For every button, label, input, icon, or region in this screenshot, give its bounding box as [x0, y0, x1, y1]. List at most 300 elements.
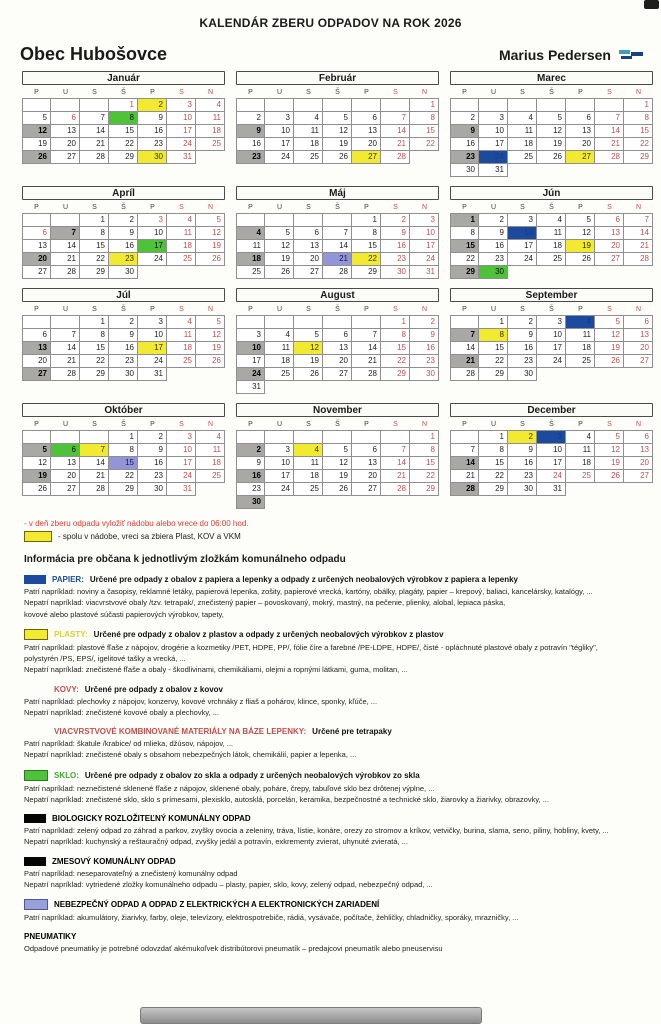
empty-day-cell [352, 316, 381, 329]
day-cell: 12 [566, 227, 595, 240]
weekday-header: U [276, 421, 283, 428]
weekday-header: U [276, 89, 283, 96]
day-cell: 30 [508, 483, 537, 496]
empty-day-cell [80, 99, 109, 112]
empty-day-cell [22, 316, 51, 329]
day-cell: 30 [109, 368, 138, 381]
week-row [450, 99, 653, 112]
weekday-header: U [490, 89, 497, 96]
day-cell: 19 [196, 342, 225, 355]
day-cell: 3 [138, 214, 167, 227]
section-title: Určené pre odpady z obalov z papiera a lepenky a odpady z určených neobalových výrobkov z papiera a lepenky [89, 575, 519, 584]
day-cell: 5 [323, 444, 352, 457]
weekday-header: P [150, 89, 155, 96]
legend-section-zmesovy [24, 857, 647, 891]
day-cell: 21 [51, 355, 80, 368]
weekday-header: P [34, 89, 39, 96]
day-cell: 23 [236, 151, 265, 164]
week-row [22, 214, 225, 227]
section-heading [24, 899, 647, 910]
day-cell: 7 [80, 444, 109, 457]
day-cell: 9 [381, 227, 410, 240]
day-cell: 22 [450, 253, 479, 266]
weekday-header: Š [121, 204, 126, 211]
weekday-header: P [248, 421, 253, 428]
day-cell: 26 [323, 151, 352, 164]
note-yellow-text: - spolu v nádobe, vreci sa zbiera Plast, KOV a VKM [58, 532, 241, 541]
day-cell: 5 [323, 112, 352, 125]
legend-section-kovy [24, 685, 647, 719]
day-cell: 16 [508, 457, 537, 470]
zmesovy-color-swatch [24, 857, 46, 866]
day-cell: 24 [138, 355, 167, 368]
day-cell: 29 [479, 483, 508, 496]
day-cell: 16 [236, 470, 265, 483]
day-cell: 15 [410, 125, 439, 138]
day-cell: 13 [22, 342, 51, 355]
legend-section-vkm [24, 727, 647, 761]
day-cell: 23 [450, 151, 479, 164]
month-title: Jún [450, 186, 653, 200]
month-2 [236, 71, 439, 177]
day-cell: 19 [196, 240, 225, 253]
week-row [450, 240, 653, 253]
company-brand [499, 47, 643, 63]
week-row [450, 125, 653, 138]
footer-bar [140, 1007, 482, 1024]
day-cell: 17 [167, 125, 196, 138]
day-cell: 21 [80, 470, 109, 483]
day-cell: 1 [450, 214, 479, 227]
nebezpecny-color-swatch [24, 899, 48, 910]
section-heading [24, 932, 647, 941]
day-cell: 28 [80, 483, 109, 496]
day-cell: 1 [352, 214, 381, 227]
day-cell: 29 [410, 483, 439, 496]
week-row [236, 240, 439, 253]
plasty-color-swatch [24, 629, 48, 640]
day-cell: 12 [537, 125, 566, 138]
day-cell: 17 [138, 342, 167, 355]
day-cell: 20 [22, 355, 51, 368]
day-cell: 13 [22, 240, 51, 253]
day-cell: 18 [294, 470, 323, 483]
day-cell: 16 [138, 457, 167, 470]
empty-day-cell [236, 431, 265, 444]
empty-day-cell [236, 99, 265, 112]
weekday-header: N [635, 421, 642, 428]
day-cell: 18 [196, 457, 225, 470]
day-cell: 4 [265, 329, 294, 342]
day-cell: 19 [323, 138, 352, 151]
day-cell: 30 [109, 266, 138, 279]
day-cell: 15 [479, 342, 508, 355]
day-cell: 22 [109, 138, 138, 151]
day-cell: 26 [595, 355, 624, 368]
section-line: polystyrén /PS, EPS/, igelitové tašky a vrecká, ... [24, 654, 186, 663]
day-cell: 9 [479, 227, 508, 240]
notes-block [24, 519, 645, 542]
weekday-header: N [421, 89, 428, 96]
section-line: Patrí napríklad: škatule /krabice/ od mlieka, džúsov, nápojov, ... [24, 739, 233, 748]
day-cell: 25 [294, 151, 323, 164]
day-cell: 8 [109, 444, 138, 457]
week-row [450, 483, 653, 496]
day-cell: 16 [381, 240, 410, 253]
day-cell: 8 [352, 227, 381, 240]
month-1 [22, 71, 225, 177]
day-cell: 29 [109, 151, 138, 164]
day-cell: 10 [265, 125, 294, 138]
day-cell: 15 [352, 240, 381, 253]
day-cell: 2 [236, 112, 265, 125]
month-title: Marec [450, 71, 653, 85]
day-cell: 3 [410, 214, 439, 227]
month-title: Január [22, 71, 225, 85]
day-cell: 3 [236, 329, 265, 342]
day-cell: 14 [595, 125, 624, 138]
weekday-header-row [236, 304, 439, 315]
day-cell: 22 [80, 355, 109, 368]
day-cell: 1 [410, 431, 439, 444]
day-cell: 7 [381, 444, 410, 457]
day-cell: 10 [167, 112, 196, 125]
week-row [22, 368, 225, 381]
day-cell: 19 [323, 470, 352, 483]
weekday-header: Š [121, 89, 126, 96]
day-cell: 28 [381, 151, 410, 164]
day-cell: 2 [236, 444, 265, 457]
marius-pedersen-logo-icon [619, 48, 643, 62]
day-cell: 24 [410, 253, 439, 266]
day-cell: 12 [323, 457, 352, 470]
weekday-header: S [520, 204, 525, 211]
weekday-header: N [207, 204, 214, 211]
day-cell: 4 [196, 99, 225, 112]
week-row [450, 138, 653, 151]
weekday-header: P [578, 204, 583, 211]
day-cell: 1 [381, 316, 410, 329]
section-line: Patrí napríklad: noviny a časopisy, reklamné letáky, papierová lepenka, zošity, papierové vrecká, kartóny, obálky, plagáty, papier – krepový, baliaci, kancelársky, katalógy, ... [24, 587, 593, 596]
day-cell: 22 [410, 470, 439, 483]
empty-day-cell [323, 99, 352, 112]
note-collection-time: - v deň zberu odpadu vyložiť nádobu alebo vrece do 06:00 hod. [24, 519, 249, 528]
section-line: Odpadové pneumatiky je potrebné odovzdať akémukoľvek distribútorovi pneumatík – predajcovi pneumatík alebo pneuservisu [24, 944, 443, 954]
day-cell: 28 [381, 483, 410, 496]
month-title: Júl [22, 288, 225, 302]
day-cell: 12 [196, 227, 225, 240]
weekday-header: Š [335, 421, 340, 428]
day-cell: 1 [479, 316, 508, 329]
day-cell: 26 [196, 253, 225, 266]
weekday-header: P [462, 421, 467, 428]
weekday-header: N [635, 306, 642, 313]
day-cell: 4 [196, 431, 225, 444]
day-cell: 8 [410, 112, 439, 125]
day-cell: 16 [410, 342, 439, 355]
day-cell: 19 [265, 253, 294, 266]
day-cell: 3 [537, 431, 566, 444]
section-line: kovové alebo plastové súčasti papierových výrobkov, tapety, [24, 609, 224, 619]
day-cell: 11 [167, 227, 196, 240]
week-row [236, 266, 439, 279]
empty-day-cell [323, 316, 352, 329]
weekday-header-row [236, 202, 439, 213]
note-yellow-legend [24, 531, 645, 542]
day-cell: 1 [109, 99, 138, 112]
week-row [236, 138, 439, 151]
day-cell: 31 [537, 483, 566, 496]
month-title: Február [236, 71, 439, 85]
day-cell: 6 [22, 329, 51, 342]
weekday-header: S [520, 306, 525, 313]
day-cell: 24 [537, 470, 566, 483]
weekday-header-row [22, 87, 225, 98]
day-cell: 13 [566, 125, 595, 138]
weekday-header-row [22, 304, 225, 315]
day-cell: 9 [109, 329, 138, 342]
weekday-header: Š [335, 306, 340, 313]
week-row [236, 227, 439, 240]
week-row [450, 329, 653, 342]
weekday-header: S [179, 306, 184, 313]
weekday-header: U [490, 204, 497, 211]
day-cell: 24 [508, 253, 537, 266]
day-cell: 20 [595, 240, 624, 253]
weekday-header: Š [121, 306, 126, 313]
day-cell: 11 [537, 227, 566, 240]
weekday-header: U [62, 204, 69, 211]
legend-section-nebezpecny [24, 899, 647, 923]
day-cell: 12 [323, 125, 352, 138]
day-cell: 15 [624, 125, 653, 138]
section-label: PLASTY: [54, 629, 88, 639]
day-cell: 28 [323, 266, 352, 279]
day-cell: 24 [138, 253, 167, 266]
weekday-header: S [520, 421, 525, 428]
day-cell: 23 [138, 470, 167, 483]
day-cell: 11 [566, 444, 595, 457]
day-cell: 11 [265, 342, 294, 355]
week-row [236, 99, 439, 112]
week-row [22, 329, 225, 342]
day-cell: 30 [508, 368, 537, 381]
day-cell: 10 [167, 444, 196, 457]
day-cell: 29 [109, 483, 138, 496]
section-title: Určené pre odpady z obalov z plastov a odpady z určených neobalových výrobkov z plastov [93, 629, 444, 639]
day-cell: 21 [381, 138, 410, 151]
section-line: Nepatrí napríklad: kuchynský a reštauračný odpad, zvyšky jedál a potravín, exkrementy zvierat, uhynuté zvieratá, ... [24, 837, 408, 847]
weekday-header: U [490, 421, 497, 428]
day-cell: 11 [236, 240, 265, 253]
week-row [236, 483, 439, 496]
day-cell: 26 [595, 470, 624, 483]
day-cell: 30 [138, 151, 167, 164]
day-cell: 14 [323, 240, 352, 253]
weekday-header: P [150, 421, 155, 428]
day-cell: 6 [51, 112, 80, 125]
day-cell: 6 [352, 444, 381, 457]
day-cell: 27 [22, 266, 51, 279]
day-cell: 29 [352, 266, 381, 279]
week-row [236, 214, 439, 227]
section-label: PNEUMATIKY [24, 932, 77, 942]
day-cell: 16 [236, 138, 265, 151]
week-row [236, 444, 439, 457]
day-cell: 31 [410, 266, 439, 279]
day-cell: 28 [51, 368, 80, 381]
bio-color-swatch [24, 814, 46, 823]
day-cell: 7 [595, 112, 624, 125]
day-cell: 17 [479, 138, 508, 151]
day-cell: 14 [624, 227, 653, 240]
weekday-header: P [462, 89, 467, 96]
day-cell: 17 [138, 240, 167, 253]
empty-day-cell [51, 99, 80, 112]
weekday-header: P [248, 89, 253, 96]
empty-day-cell [479, 99, 508, 112]
day-cell: 16 [508, 342, 537, 355]
day-cell: 18 [196, 125, 225, 138]
empty-day-cell [381, 431, 410, 444]
week-row [22, 125, 225, 138]
day-cell: 8 [80, 227, 109, 240]
weekday-header: P [578, 421, 583, 428]
day-cell: 31 [167, 151, 196, 164]
day-cell: 2 [109, 214, 138, 227]
day-cell: 13 [323, 342, 352, 355]
weekday-header: S [306, 306, 311, 313]
day-cell: 26 [294, 368, 323, 381]
day-cell: 9 [138, 112, 167, 125]
day-cell: 3 [537, 316, 566, 329]
day-cell: 15 [479, 457, 508, 470]
day-cell: 16 [450, 138, 479, 151]
week-row [450, 227, 653, 240]
weekday-header: S [393, 89, 398, 96]
empty-day-cell [22, 431, 51, 444]
legend-section-sklo [24, 770, 647, 806]
day-cell: 30 [236, 496, 265, 509]
weekday-header: S [306, 421, 311, 428]
day-cell: 22 [80, 253, 109, 266]
day-cell: 13 [624, 444, 653, 457]
day-cell: 21 [450, 355, 479, 368]
month-table [22, 98, 225, 164]
month-11 [236, 403, 439, 509]
weekday-header-row [450, 419, 653, 430]
empty-day-cell [22, 99, 51, 112]
week-row [450, 266, 653, 279]
section-line: Nepatrí napríklad: viacvrstvové obaly /tzv. tetrapak/, znečistený papier – povoskovaný, mokrý, mastný, na pečenie, plienky, alobal, lepiaca páska, [24, 598, 506, 608]
yellow-legend-swatch [24, 531, 52, 542]
empty-day-cell [381, 99, 410, 112]
day-cell: 30 [138, 483, 167, 496]
day-cell: 26 [566, 253, 595, 266]
weekday-header: S [607, 421, 612, 428]
day-cell: 24 [236, 368, 265, 381]
day-cell: 29 [450, 266, 479, 279]
weekday-header-row [236, 87, 439, 98]
empty-day-cell [294, 316, 323, 329]
weekday-header: U [62, 306, 69, 313]
day-cell: 31 [236, 381, 265, 394]
day-cell: 20 [51, 138, 80, 151]
day-cell: 2 [508, 316, 537, 329]
day-cell: 19 [566, 240, 595, 253]
day-cell: 10 [236, 342, 265, 355]
section-line: Nepatrí napríklad: znečistené fľaše a obaly - škodlivinami, chemikáliami, olejmi a ropnými látkami, guma, molitan, ... [24, 665, 408, 675]
day-cell: 7 [51, 329, 80, 342]
day-cell: 21 [80, 138, 109, 151]
section-line: Patrí napríklad: neznečistené sklenené fľaše z nápojov, sklenené obaly, poháre, črepy, tabuľové sklo bez drôtenej výplne, ... [24, 783, 435, 793]
day-cell: 4 [566, 431, 595, 444]
day-cell: 11 [196, 112, 225, 125]
weekday-header-row [450, 87, 653, 98]
weekday-header: N [421, 306, 428, 313]
day-cell: 16 [109, 240, 138, 253]
day-cell: 1 [109, 431, 138, 444]
day-cell: 23 [508, 355, 537, 368]
weekday-header: P [578, 306, 583, 313]
day-cell: 9 [450, 125, 479, 138]
weekday-header: S [306, 204, 311, 211]
weekday-header: N [207, 421, 214, 428]
day-cell: 8 [479, 329, 508, 342]
day-cell: 2 [479, 214, 508, 227]
day-cell: 14 [80, 125, 109, 138]
weekday-header: S [92, 204, 97, 211]
day-cell: 11 [508, 125, 537, 138]
day-cell: 3 [265, 444, 294, 457]
weekday-header: P [34, 204, 39, 211]
weekday-header: P [34, 421, 39, 428]
month-title: Apríl [22, 186, 225, 200]
section-line: Patrí napríklad: zelený odpad zo záhrad a parkov, zvyšky ovocia a zeleniny, tráva, lístie, konáre, orezy zo stromov a kríkov, vetvičky, burina, slama, seno, piliny, hobliny, kvety, ... [24, 826, 609, 835]
month-12 [450, 403, 653, 509]
day-cell: 20 [22, 253, 51, 266]
day-cell: 23 [109, 253, 138, 266]
week-row [236, 470, 439, 483]
day-cell: 1 [80, 214, 109, 227]
section-title: Určené pre odpady z obalov zo skla a odpady z určených neobalových výrobkov zo skla [84, 770, 420, 780]
weekday-header-row [450, 304, 653, 315]
week-row [450, 431, 653, 444]
day-cell: 22 [352, 253, 381, 266]
week-row [22, 457, 225, 470]
day-cell: 15 [381, 342, 410, 355]
day-cell: 21 [595, 138, 624, 151]
week-row [22, 316, 225, 329]
legend-section-papier [24, 575, 647, 620]
week-row [450, 316, 653, 329]
day-cell: 11 [294, 457, 323, 470]
day-cell: 4 [508, 112, 537, 125]
section-heading [24, 857, 647, 866]
day-cell: 26 [323, 483, 352, 496]
day-cell: 24 [265, 151, 294, 164]
month-8 [236, 288, 439, 394]
day-cell: 7 [323, 227, 352, 240]
day-cell: 29 [80, 266, 109, 279]
day-cell: 14 [51, 240, 80, 253]
month-title: August [236, 288, 439, 302]
week-row [236, 112, 439, 125]
day-cell: 3 [479, 112, 508, 125]
day-cell: 15 [109, 125, 138, 138]
week-row [236, 355, 439, 368]
section-label: PAPIER: [52, 575, 84, 584]
